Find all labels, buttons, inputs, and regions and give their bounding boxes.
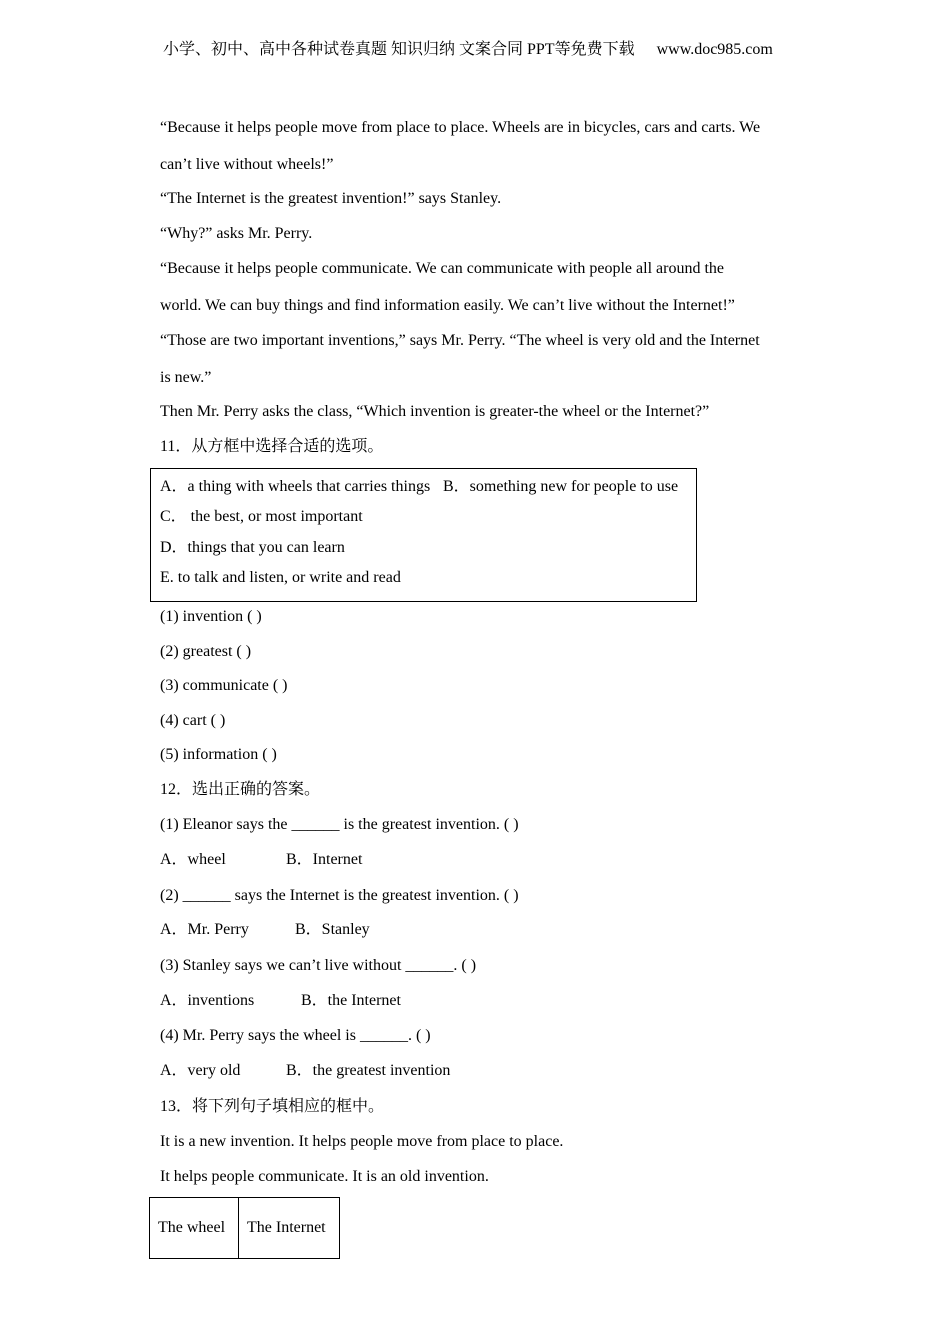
- table-row: [150, 1198, 340, 1259]
- passage-line: “Because it helps people move from place to place. Wheels are in bicycles, cars and carts. We: [160, 119, 761, 136]
- table-header-internet: The Internet: [239, 1198, 340, 1259]
- q12-1-option-b: B．Internet: [286, 851, 363, 868]
- q11-item-4: (4) cart ( ): [160, 712, 226, 729]
- q11-item-1: (1) invention ( ): [160, 608, 262, 625]
- q12-2-option-b: B．Stanley: [295, 921, 370, 938]
- passage-line: “Those are two important inventions,” says Mr. Perry. “The wheel is very old and the Internet: [160, 332, 760, 349]
- q12-1-option-a: A．wheel: [160, 851, 226, 868]
- q12-stem-2: (2) ______ says the Internet is the greatest invention. ( ): [160, 887, 519, 904]
- q12-stem-4: (4) Mr. Perry says the wheel is ______. ( ): [160, 1027, 431, 1044]
- passage-line: world. We can buy things and find information easily. We can’t live without the Internet!”: [160, 297, 735, 314]
- passage-line: Then Mr. Perry asks the class, “Which invention is greater-the wheel or the Internet?”: [160, 403, 710, 420]
- q12-stem-1: (1) Eleanor says the ______ is the greatest invention. ( ): [160, 816, 519, 833]
- passage-line: is new.”: [160, 369, 212, 386]
- q13-table: [149, 1197, 340, 1259]
- q12-2-option-a: A．Mr. Perry: [160, 921, 249, 938]
- passage-line: “Why?” asks Mr. Perry.: [160, 225, 313, 242]
- header-site: www.doc985.com: [656, 41, 773, 58]
- q13-title: 13．将下列句子填相应的框中。: [160, 1098, 385, 1115]
- q11-item-3: (3) communicate ( ): [160, 677, 288, 694]
- passage-line: “Because it helps people communicate. We can communicate with people all around the: [160, 260, 724, 277]
- q13-sentence-1: It is a new invention. It helps people move from place to place.: [160, 1133, 564, 1150]
- q11-option-c: C． the best, or most important: [160, 508, 363, 525]
- passage-line: can’t live without wheels!”: [160, 156, 334, 173]
- q12-title: 12．选出正确的答案。: [160, 781, 321, 798]
- q11-option-e: E. to talk and listen, or write and read: [160, 569, 401, 586]
- q12-4-option-b: B．the greatest invention: [286, 1062, 451, 1079]
- q11-option-b: B．something new for people to use: [443, 478, 679, 495]
- page-header: [163, 42, 773, 58]
- q12-4-option-a: A．very old: [160, 1062, 241, 1079]
- q12-stem-3: (3) Stanley says we can’t live without ______. ( ): [160, 957, 477, 974]
- q13-sentence-2: It helps people communicate. It is an old invention.: [160, 1168, 489, 1185]
- passage-line: “The Internet is the greatest invention!” says Stanley.: [160, 190, 502, 207]
- header-promo: 小学、初中、高中各种试卷真题 知识归纳 文案合同 PPT等免费下载: [163, 41, 635, 58]
- q11-item-5: (5) information ( ): [160, 746, 277, 763]
- q11-item-2: (2) greatest ( ): [160, 643, 252, 660]
- q11-title: 11．从方框中选择合适的选项。: [160, 438, 384, 455]
- q11-option-a: A．a thing with wheels that carries things: [160, 478, 431, 495]
- q12-3-option-b: B．the Internet: [301, 992, 401, 1009]
- q11-option-d: D．things that you can learn: [160, 539, 345, 556]
- table-header-wheel: The wheel: [150, 1198, 239, 1259]
- q12-3-option-a: A．inventions: [160, 992, 255, 1009]
